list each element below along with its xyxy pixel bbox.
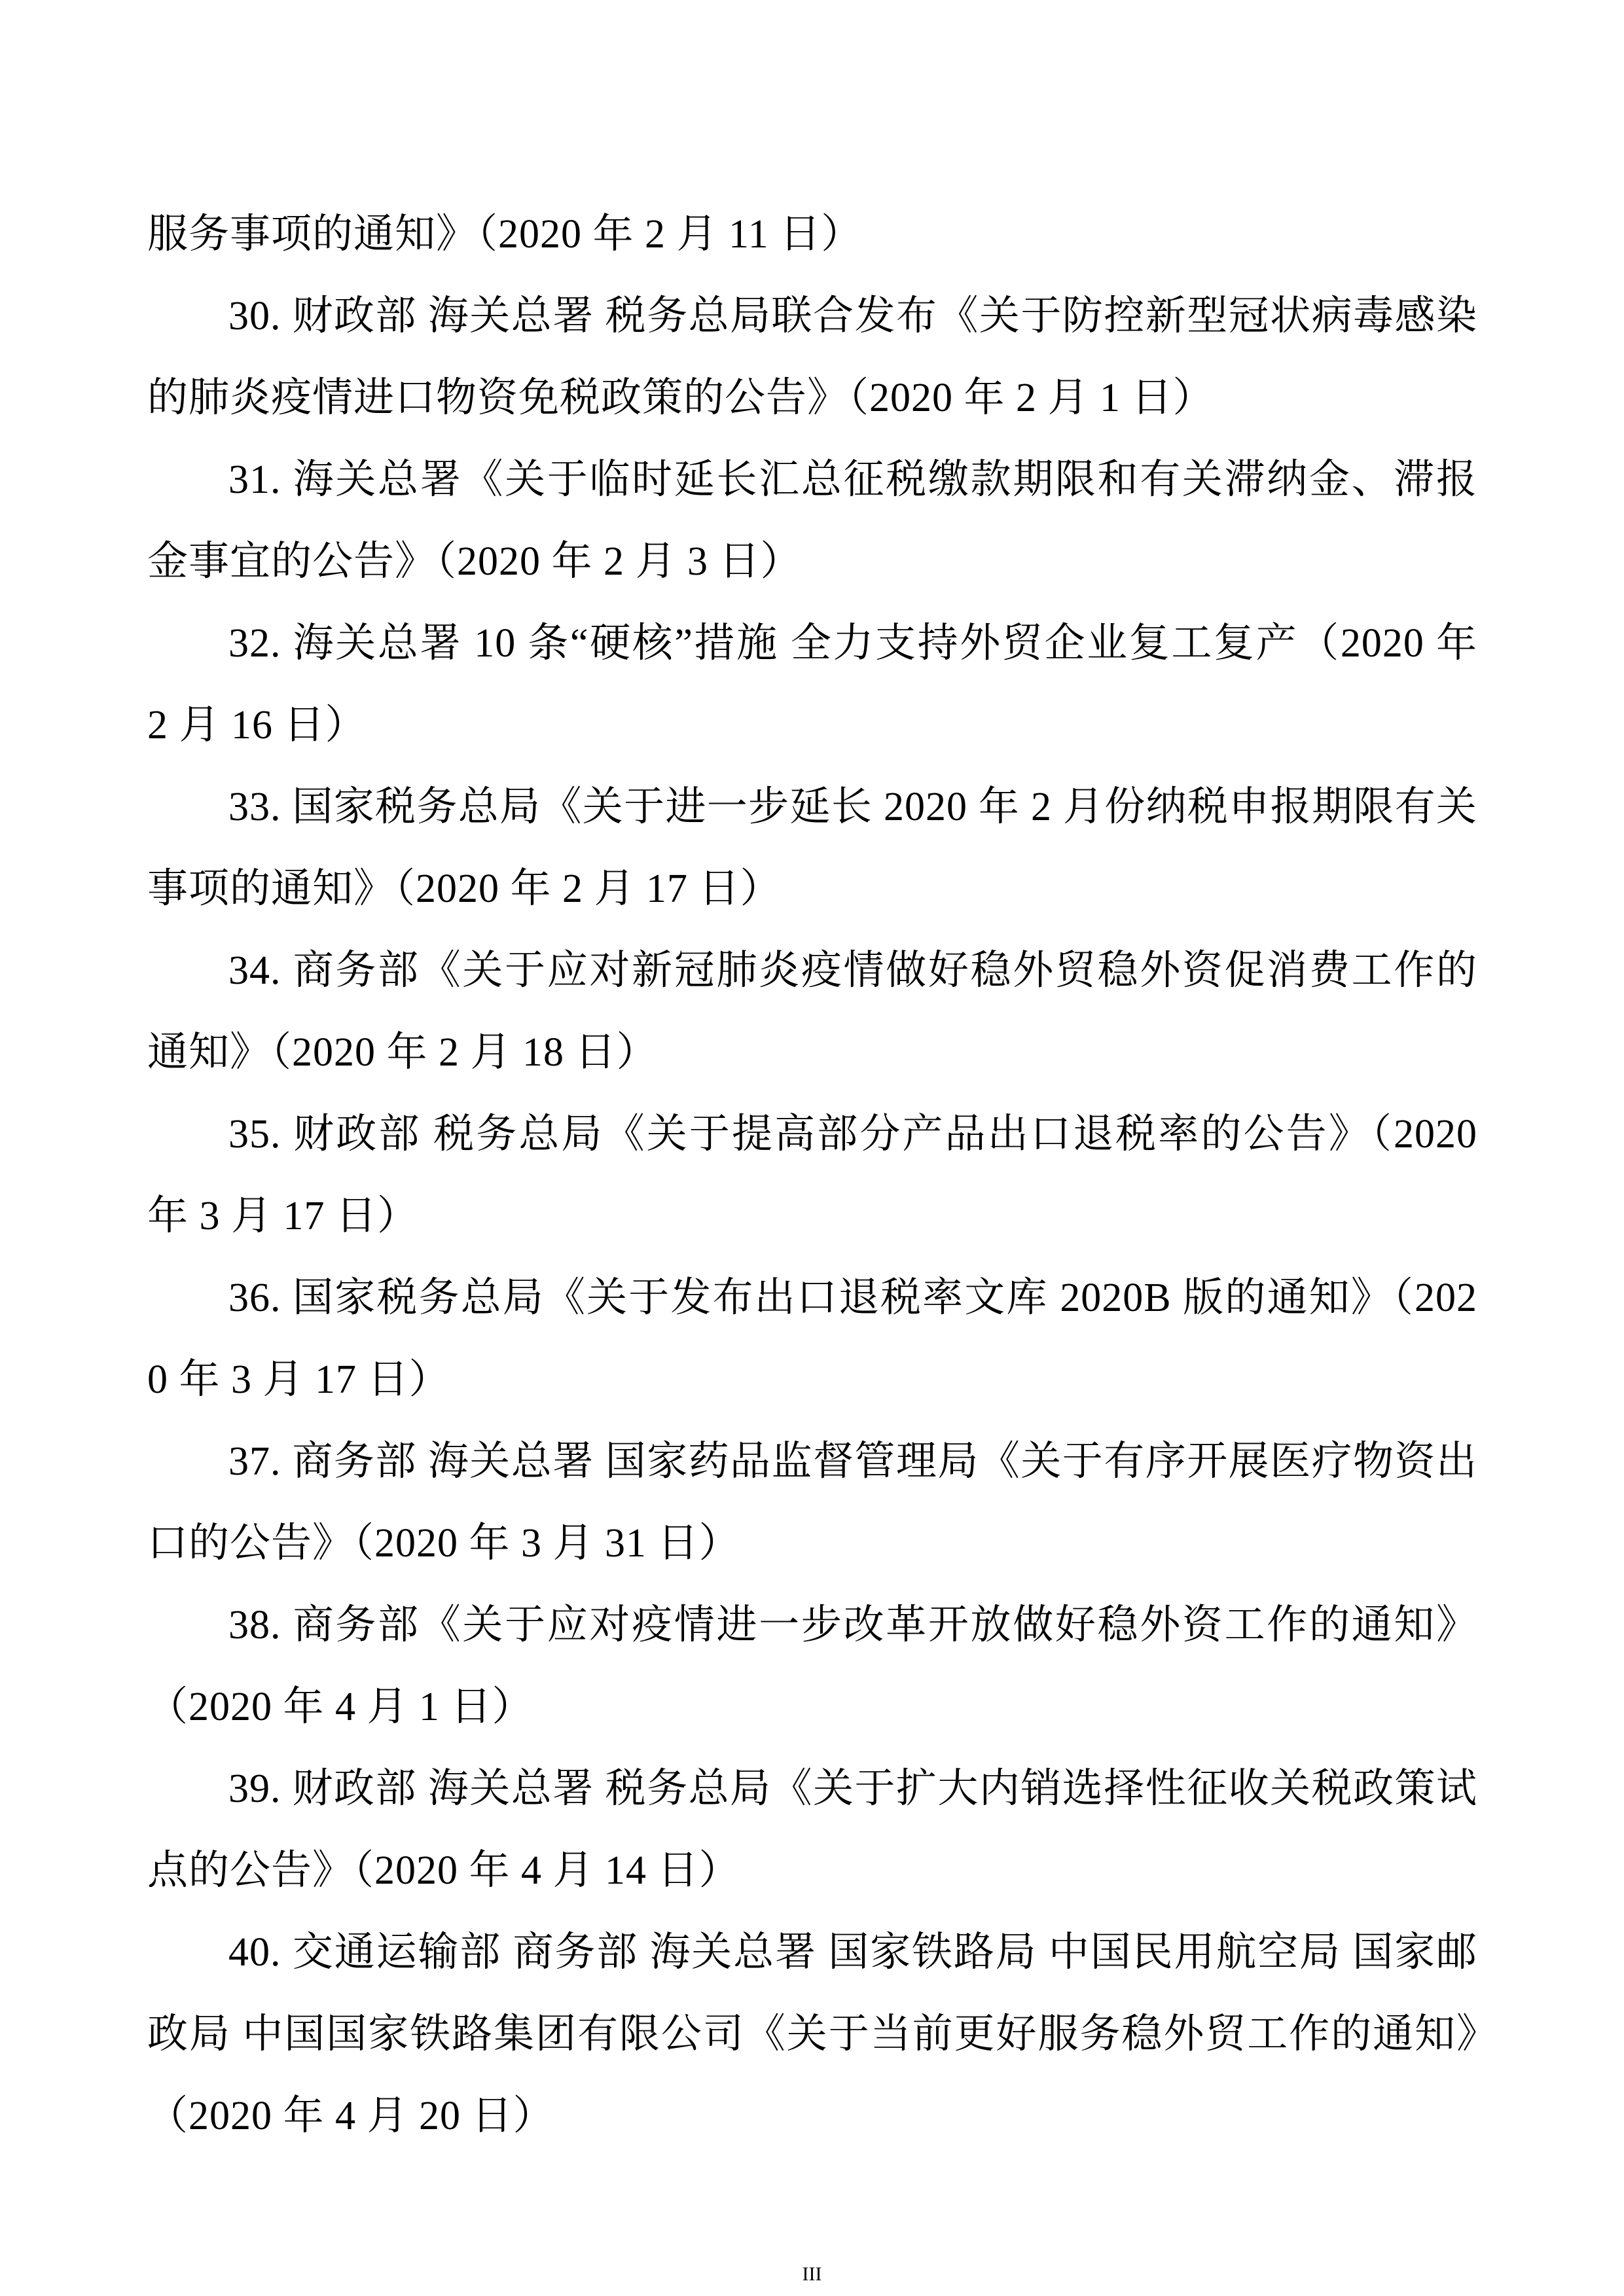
- toc-entry: 38. 商务部《关于应对疫情进一步改革开放做好稳外资工作的通知》（2020 年 4 月 1 日）: [147, 1603, 1477, 1729]
- toc-entry: 36. 国家税务总局《关于发布出口退税率文库 2020B 版的通知》（2020 年 3 月 17 日）: [147, 1276, 1477, 1402]
- toc-entry: 32. 海关总署 10 条“硬核”措施 全力支持外贸企业复工复产（2020 年 2 月 16 日）: [147, 621, 1477, 747]
- toc-entry: 40. 交通运输部 商务部 海关总署 国家铁路局 中国民用航空局 国家邮政局 中国国家铁路集团有限公司《关于当前更好服务稳外贸工作的通知》（2020 年 4 月 20 日）: [147, 1930, 1477, 2138]
- toc-entry: 31. 海关总署《关于临时延长汇总征税缴款期限和有关滞纳金、滞报金事宜的公告》（2020 年 2 月 3 日）: [147, 457, 1477, 584]
- toc-entry: 35. 财政部 税务总局《关于提高部分产品出口退税率的公告》（2020 年 3 月 17 日）: [147, 1112, 1477, 1238]
- toc-entry: 30. 财政部 海关总署 税务总局联合发布《关于防控新型冠状病毒感染的肺炎疫情进口物资免税政策的公告》（2020 年 2 月 1 日）: [147, 294, 1477, 420]
- toc-entry: 服务事项的通知》（2020 年 2 月 11 日）: [147, 212, 863, 257]
- toc-list: [147, 194, 1477, 2157]
- toc-entry: 39. 财政部 海关总署 税务总局《关于扩大内销选择性征收关税政策试点的公告》（2020 年 4 月 14 日）: [147, 1767, 1477, 1893]
- page-number: III: [802, 2263, 822, 2285]
- toc-entry: 34. 商务部《关于应对新冠肺炎疫情做好稳外贸稳外资促消费工作的通知》（2020 年 2 月 18 日）: [147, 948, 1477, 1075]
- toc-entry: 37. 商务部 海关总署 国家药品监督管理局《关于有序开展医疗物资出口的公告》（2020 年 3 月 31 日）: [147, 1439, 1477, 1566]
- toc-entry: 33. 国家税务总局《关于进一步延长 2020 年 2 月份纳税申报期限有关事项的通知》（2020 年 2 月 17 日）: [147, 785, 1477, 911]
